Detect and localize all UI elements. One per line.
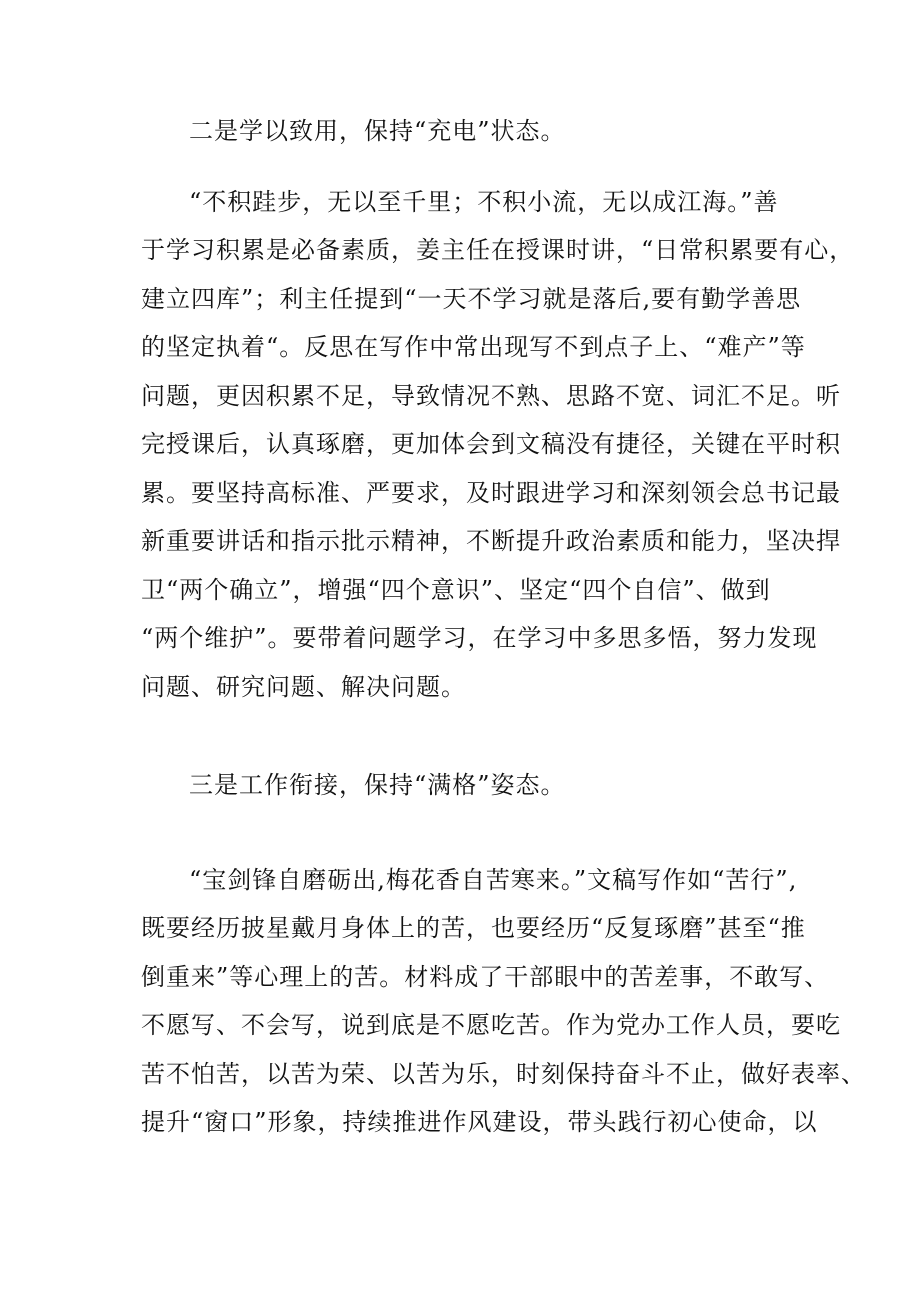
- paragraph-1-line-2: 于学习积累是必备素质，姜主任在授课时讲，“日常积累要有心，: [141, 236, 855, 264]
- paragraph-1-line-6: 完授课后，认真琢磨，更加体会到文稿没有捷径，关键在平时积: [141, 430, 841, 458]
- paragraph-1-line-1: “不积跬步，无以至千里；不积小流，无以成江海。”善: [189, 188, 779, 216]
- paragraph-2-line-6: 提升“窗口”形象，持续推进作风建设，带头践行初心使命，以: [141, 1108, 818, 1136]
- paragraph-1-line-7: 累。要坚持高标准、严要求，及时跟进学习和深刻领会总书记最: [141, 479, 841, 507]
- paragraph-1-line-4: 的坚定执着“。反思在写作中常出现写不到点子上、“难产”等: [141, 333, 806, 361]
- paragraph-2-line-1: “宝剑锋自磨砺出,梅花香自苦寒来。”文稿写作如“苦行”,: [189, 866, 798, 894]
- section-heading-2: 二是学以致用，保持“充电”状态。: [189, 117, 566, 145]
- paragraph-2-line-4: 不愿写、不会写，说到底是不愿吃苦。作为党办工作人员，要吃: [141, 1011, 841, 1039]
- paragraph-1-line-8: 新重要讲话和指示批示精神，不断提升政治素质和能力，坚决捍: [141, 527, 841, 555]
- section-heading-3: 三是工作衔接，保持“满格”姿态。: [189, 771, 566, 799]
- paragraph-1-line-3: 建立四库”；利主任提到“一天不学习就是落后,要有勤学善思: [141, 285, 802, 313]
- paragraph-1-line-11: 问题、研究问题、解决问题。: [141, 673, 466, 701]
- paragraph-1-line-5: 问题，更因积累不足，导致情况不熟、思路不宽、词汇不足。听: [141, 382, 841, 410]
- paragraph-2-line-5: 苦不怕苦，以苦为荣、以苦为乐，时刻保持奋斗不止，做好表率、: [141, 1060, 866, 1088]
- paragraph-2-line-2: 既要经历披星戴月身体上的苦，也要经历“反复琢磨”甚至“推: [141, 914, 806, 942]
- paragraph-2-line-3: 倒重来”等心理上的苦。材料成了干部眼中的苦差事，不敢写、: [141, 963, 830, 991]
- paragraph-1-line-9: 卫“两个确立”，增强“四个意识”、坚定“四个自信”、做到: [141, 576, 771, 604]
- paragraph-1-line-10: “两个维护”。要带着问题学习，在学习中多思多悟，努力发现: [141, 624, 818, 652]
